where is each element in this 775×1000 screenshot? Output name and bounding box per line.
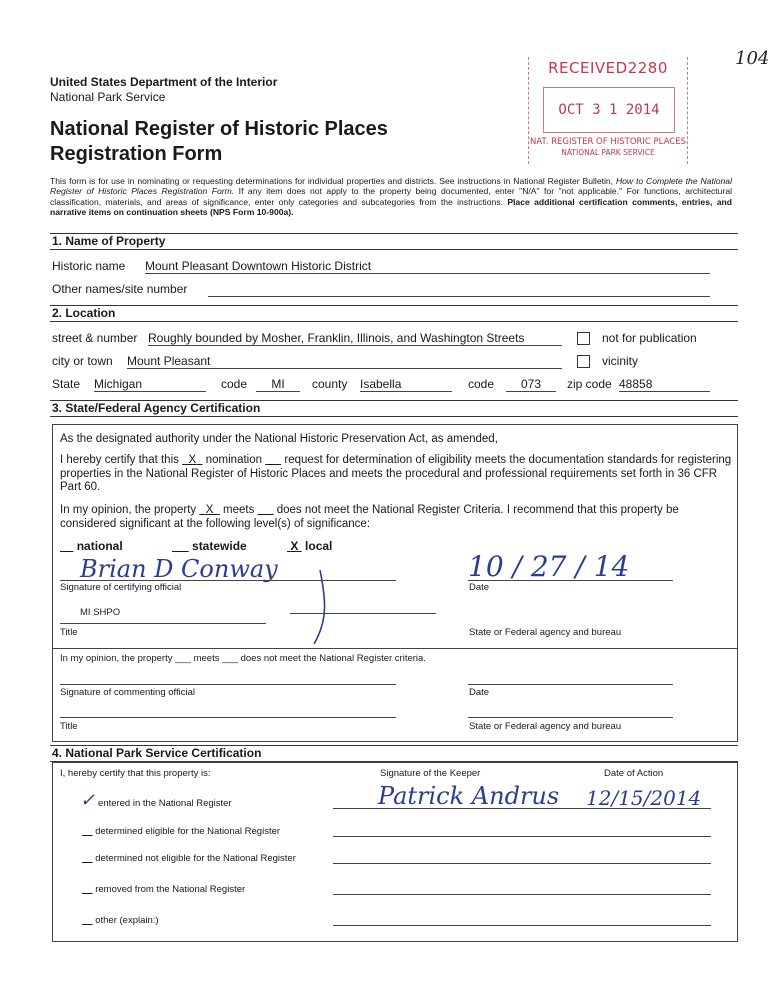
keeper-label: Signature of the Keeper xyxy=(380,768,481,779)
certify-b: nomination xyxy=(202,454,266,466)
removed-option xyxy=(82,884,245,895)
section3-divider xyxy=(52,648,737,649)
county-code-field[interactable]: 073 xyxy=(506,377,556,392)
comment-date-label: Date xyxy=(469,687,490,698)
not-for-publication-label: not for publication xyxy=(602,331,697,345)
signature-label: Signature of certifying official xyxy=(60,582,182,593)
certify-mark: X xyxy=(188,454,197,466)
opinion-text xyxy=(60,504,732,531)
comment-title-label: Title xyxy=(60,721,78,732)
other-line xyxy=(333,925,711,926)
vicinity-checkbox[interactable] xyxy=(577,355,590,368)
authority-text: As the designated authority under the National Historic Preservation Act, as amended, xyxy=(60,433,498,445)
street-field[interactable]: Roughly bounded by Mosher, Franklin, Illinois, and Washington Streets xyxy=(148,331,562,346)
other-names-label: Other names/site number xyxy=(52,282,188,296)
stamp-line1: NAT. REGISTER OF HISTORIC PLACES xyxy=(530,137,686,147)
certifying-date: 10 / 27 / 14 xyxy=(468,550,630,583)
agency-header xyxy=(50,75,277,105)
comment-opinion: In my opinion, the property ___ meets ___ does not meet the National Register criteria. xyxy=(60,653,426,664)
state-label: State xyxy=(52,377,81,391)
other-option xyxy=(82,915,159,926)
intro-p1: This form is for use in nominating or requesting determinations for individual properties and districts. See instructions in National Register Bulletin, xyxy=(50,176,616,186)
comment-signature-label: Signature of commenting official xyxy=(60,687,196,698)
zip-label: zip code xyxy=(567,377,612,391)
removed-label: removed from the National Register xyxy=(95,884,246,895)
signature-stroke-icon xyxy=(300,560,340,650)
intro-text xyxy=(50,176,732,218)
stamp-line2: NATIONAL PARK SERVICE xyxy=(561,148,655,157)
certify-c: request for determination of eligibility meets the documentation standards for registering properties in the National Register of Historic Places and meets the procedural and professional requirements set forth in 36 CFR Part 60. xyxy=(60,454,732,493)
historic-name-field[interactable]: Mount Pleasant Downtown Historic District xyxy=(145,259,710,274)
not-eligible-label: determined not eligible for the National Register xyxy=(95,853,296,864)
opinion-mark: X xyxy=(205,504,214,516)
city-label: city or town xyxy=(52,354,113,368)
section1-heading: 1. Name of Property xyxy=(50,233,738,250)
title-extra-line xyxy=(290,613,436,614)
opinion-c: does not meet the National Register Criteria. I recommend that this property be considered significant at the following level(s) of significance: xyxy=(60,504,679,530)
state-field[interactable]: Michigan xyxy=(94,377,206,392)
comment-agency-line xyxy=(468,717,673,718)
stamp-date: OCT 3 1 2014 xyxy=(543,87,675,133)
comment-agency-label: State or Federal agency and bureau xyxy=(469,721,622,732)
comment-date-line xyxy=(468,684,673,685)
other-names-field[interactable] xyxy=(208,282,710,297)
certify-request-blank xyxy=(265,454,281,466)
level-national-label: national xyxy=(76,539,123,553)
certify-nomination-mark xyxy=(182,454,202,466)
city-field[interactable]: Mount Pleasant xyxy=(127,354,562,369)
action-date-label: Date of Action xyxy=(604,768,664,779)
title-value-line xyxy=(60,623,266,624)
nps-certify-text: I, hereby certify that this property is: xyxy=(60,768,211,779)
comment-signature-line xyxy=(60,684,396,685)
received-stamp xyxy=(528,57,688,164)
other-label: other (explain:) xyxy=(95,915,159,926)
eligible-line xyxy=(333,836,711,837)
street-label: street & number xyxy=(52,331,138,345)
removed-line xyxy=(333,894,711,895)
opinion-b: meets xyxy=(219,504,258,516)
not-for-publication-checkbox[interactable] xyxy=(577,332,590,345)
not-eligible-line xyxy=(333,863,711,864)
zip-field[interactable]: 48858 xyxy=(619,377,710,392)
section2-heading: 2. Location xyxy=(50,305,738,322)
level-local xyxy=(287,539,332,553)
county-code-label: code xyxy=(468,377,495,391)
comment-title-line xyxy=(60,717,396,718)
page-number: 104 xyxy=(735,48,770,69)
action-date: 12/15/2014 xyxy=(586,786,702,810)
intro-p2-bold: Place additional certification comments, entries, and narrative items on continuation sheets (NPS Form 10-900a). xyxy=(50,196,733,218)
title-label: Title xyxy=(60,627,78,638)
certify-a: I hereby certify that this xyxy=(60,454,183,466)
date-line xyxy=(468,580,673,581)
entered-line xyxy=(333,808,711,809)
opinion-meets-mark xyxy=(199,504,219,516)
vicinity-label: vicinity xyxy=(602,354,639,368)
state-code-label: code xyxy=(221,377,248,391)
entered-check: ✓ xyxy=(80,790,96,811)
agency-name: United States Department of the Interior xyxy=(50,75,278,89)
section3-heading: 3. State/Federal Agency Certification xyxy=(50,400,738,417)
historic-name-label: Historic name xyxy=(52,259,126,273)
certifying-signature: Brian D Conway xyxy=(80,555,278,583)
opinion-notmeet-blank xyxy=(258,504,274,516)
certify-text xyxy=(60,454,732,495)
level-statewide-label: statewide xyxy=(192,539,247,553)
service-name: National Park Service xyxy=(50,90,166,104)
agency-label: State or Federal agency and bureau xyxy=(469,627,622,638)
form-title-line2: Registration Form xyxy=(50,143,223,165)
form-title xyxy=(50,117,388,167)
keeper-signature: Patrick Andrus xyxy=(378,782,560,810)
eligible-label: determined eligible for the National Register xyxy=(95,826,281,837)
level-national xyxy=(60,539,123,553)
date-label: Date xyxy=(469,582,490,593)
section4-heading: 4. National Park Service Certification xyxy=(50,745,738,762)
entered-label: entered in the National Register xyxy=(98,798,232,809)
intro-p2: If any item does not apply to the property being documented, enter "N/A" for "not applicable." For functions, architectural classification, materials, and areas of significance, enter only categories and subcategories from the instructions. xyxy=(50,186,733,207)
state-code-field[interactable]: MI xyxy=(256,377,300,392)
stamp-received: RECEIVED2280 xyxy=(548,59,668,77)
county-label: county xyxy=(312,377,348,391)
signature-line xyxy=(60,580,396,581)
level-local-label: local xyxy=(305,539,333,553)
level-local-mark: X xyxy=(290,539,299,553)
opinion-a: In my opinion, the property xyxy=(60,504,200,516)
eligible-option xyxy=(82,826,280,837)
level-statewide xyxy=(172,539,247,553)
intro-p1-italic: How to Complete the National Register of Historic Places Registration Form. xyxy=(50,176,732,197)
form-title-line1: National Register of Historic Places xyxy=(50,118,388,140)
title-value: MI SHPO xyxy=(80,607,121,618)
county-field[interactable]: Isabella xyxy=(360,377,452,392)
not-eligible-option xyxy=(82,853,296,864)
